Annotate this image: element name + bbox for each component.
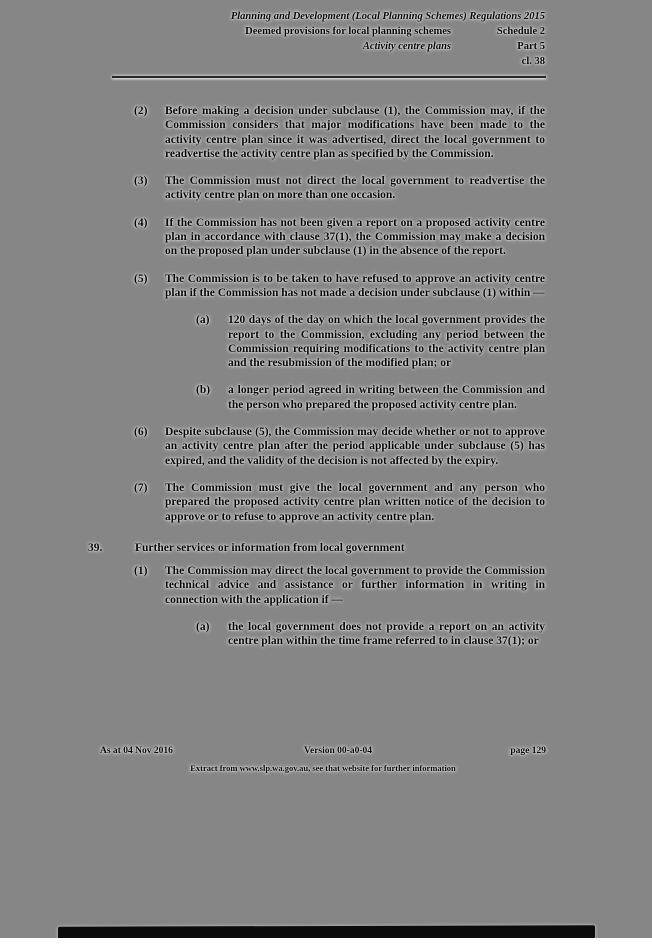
subclause-number: (2) <box>134 105 148 117</box>
paragraph-text: 120 days of the day on which the local government provides the report to the Commission, excluding any period between the Commission requiring modifications to the activity centre plan and the resubmission of the modified plan; or <box>228 314 545 370</box>
subclause-number: (1) <box>134 565 148 578</box>
clause-number: 39. <box>88 541 103 554</box>
scan-edge-white-strip <box>0 938 652 947</box>
footer-as-at-date: As at 04 Nov 2016 <box>100 746 173 756</box>
subclause-text: Before making a decision under subclause (1), the Commission may, if the Commission considers that major modifications have been made to the activity centre plan since it was advertised, direct the local government to readvertise the activity centre plan as specified by the Commission. <box>165 105 545 160</box>
subclause-row <box>0 104 652 161</box>
header-clause-row <box>112 54 545 69</box>
header-part-ref: Part 5 <box>517 41 545 52</box>
header-part-title: Activity centre plans <box>362 41 451 52</box>
header-clause-ref: cl. 38 <box>521 56 545 67</box>
subclause-row <box>0 272 652 412</box>
subclause-row <box>0 481 652 524</box>
header-divider-rule <box>112 76 546 78</box>
header-regulation-title: Planning and Development (Local Planning Schemes) Regulations 2015 <box>230 11 545 22</box>
paragraph-letter: (a) <box>196 621 210 634</box>
subclause-text: The Commission must not direct the local government to readvertise the activity centre plan on more than one occasion. <box>165 175 545 202</box>
footer-extract-note: Extract from www.slp.wa.gov.au, see that website for further information <box>190 763 456 773</box>
paragraph-text: the local government does not provide a report on an activity centre plan within the time frame referred to in clause 37(1); or <box>228 621 545 648</box>
paragraph-item <box>165 313 545 370</box>
subclause-text: The Commission is to be taken to have refused to approve an activity centre plan if the Commission has not made a decision under subclause (1) within — (a) 120 days of the day on which the local government provides the report to the Commission, excluding any period between the Commission requiring modifications to the activity centre plan and the resubmission of the modified plan; or (b) a longer period agreed in writing between the Commission and the person who prepared the proposed activity centre plan. <box>165 272 545 411</box>
document-body <box>0 104 652 662</box>
paragraph-text: a longer period agreed in writing between the Commission and the person who prepared the proposed activity centre plan. <box>228 384 545 411</box>
header-schedule-ref: Schedule 2 <box>496 26 545 37</box>
clause-heading-row <box>0 541 652 555</box>
page-footer <box>100 745 546 774</box>
subclause-text: Despite subclause (5), the Commission may decide whether or not to approve an activity centre plan after the period applicable under subclause (5) has expired, and the validity of the decision is not affected by the expiry. <box>165 426 545 467</box>
subclause-number: (6) <box>134 426 148 439</box>
paragraph-letter: (b) <box>196 384 211 397</box>
footer-page-number: page 129 <box>510 746 546 756</box>
subclause-text: The Commission may direct the local government to provide the Commission technical advice and assistance or further information in writing in connection with the application if — (a) the local government does not provide a report on an activity centre plan within the time frame referred to in clause 37(1); or <box>165 565 545 648</box>
subclause-number: (5) <box>134 272 148 285</box>
header-schedule-row <box>112 24 545 39</box>
paragraph-letter: (a) <box>196 314 210 327</box>
header-part-row <box>112 39 545 54</box>
paragraph-item <box>165 383 545 412</box>
subclause-number: (7) <box>134 481 148 494</box>
subclause-number: (3) <box>134 175 148 188</box>
subclause-row <box>0 564 652 648</box>
subclause-text: If the Commission has not been given a report on a proposed activity centre plan in accordance with clause 37(1), the Commission may make a decision on the proposed plan under subclause (1) in the absence of the report. <box>165 216 545 258</box>
running-header <box>112 9 545 69</box>
subclause-row <box>0 425 652 468</box>
header-deemed-provisions: Deemed provisions for local planning schemes <box>245 26 451 37</box>
subclause-number: (4) <box>134 216 148 229</box>
footer-version: Version 00-a0-04 <box>304 746 372 756</box>
subclause-row <box>0 174 652 203</box>
subclause-row <box>0 216 652 259</box>
footer-status-row <box>100 745 546 757</box>
subclause-text: The Commission must give the local government and any person who prepared the proposed activity centre plan written notice of the decision to approve or to refuse to approve an activity centre plan. <box>165 481 545 523</box>
clause-heading-text: Further services or information from local government <box>135 541 405 554</box>
paragraph-item <box>165 620 545 649</box>
